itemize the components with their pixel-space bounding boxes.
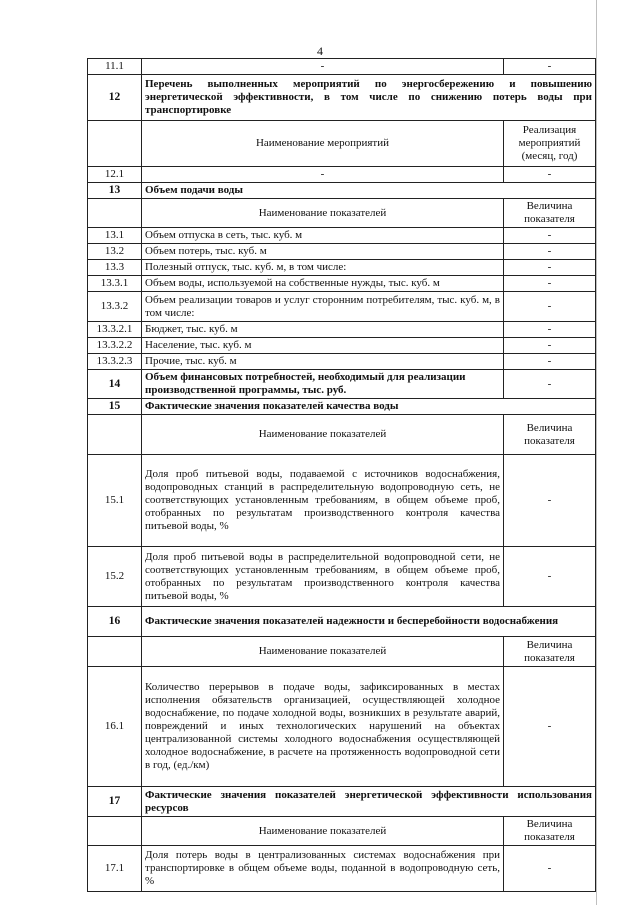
empty-cell — [88, 415, 142, 455]
page-number: 4 — [317, 44, 323, 58]
table-row-12-1 — [88, 167, 596, 183]
section-number: 15 — [88, 399, 142, 415]
column-header-value: Величина показателя — [504, 199, 596, 228]
column-header-name: Наименование показателей — [142, 199, 504, 228]
column-header-value: Величина показателя — [504, 637, 596, 667]
section-title: Объем финансовых потребностей, необходимый для реализации производственной программы, тыс. руб. — [142, 370, 504, 399]
empty-cell — [88, 637, 142, 667]
row-value: - — [504, 244, 596, 260]
row-number: 15.2 — [88, 547, 142, 607]
row-value: - — [504, 167, 596, 183]
row-value: - — [504, 228, 596, 244]
row-text: Доля проб питьевой воды в распределительной водопроводной сети, не соответствующих установленным требованиям, в общем объеме проб, отобранных по результатам производственного контроля качества питьевой воды, % — [142, 547, 504, 607]
table-row-11-1 — [88, 59, 596, 75]
row-text: Доля проб питьевой воды, подаваемой с источников водоснабжения, водопроводных станций в распределительную водопроводную сеть, не соответствующих установленным требованиям, в общем объеме проб, отобранных по результатам производственного контроля качества питьевой воды, % — [142, 455, 504, 547]
column-header-row-17 — [88, 817, 596, 846]
scan-edge-line — [596, 0, 597, 905]
row-text: Количество перерывов в подаче воды, зафиксированных в местах исполнения обязательств организацией, осуществляющей холодное водоснабжение, по подаче холодной воды, возникших в результате аварий, повреждений и иных технологических нарушений на объектах централизованной системы холодного водоснабжения осуществляющей холодное водоснабжение, в расчете на протяженность водопроводной сети в год, (ед./км) — [142, 667, 504, 787]
section-title: Объем подачи воды — [142, 183, 596, 199]
section-row-16 — [88, 607, 596, 637]
row-text: Доля потерь воды в централизованных системах водоснабжения при транспортировке в общем объеме воды, поданной в водопроводную сеть, % — [142, 846, 504, 892]
table-row-13-3 — [88, 260, 596, 276]
empty-cell — [88, 121, 142, 167]
row-value: - — [504, 322, 596, 338]
row-number: 13.3.2.2 — [88, 338, 142, 354]
section-row-15 — [88, 399, 596, 415]
column-header-row-12 — [88, 121, 596, 167]
row-number: 13.3.2.1 — [88, 322, 142, 338]
table-row-13-2 — [88, 244, 596, 260]
table-row-17-1 — [88, 846, 596, 892]
section-number: 17 — [88, 787, 142, 817]
row-value: - — [504, 59, 596, 75]
table-row-16-1 — [88, 667, 596, 787]
section-row-13 — [88, 183, 596, 199]
column-header-row-16 — [88, 637, 596, 667]
row-text: Население, тыс. куб. м — [142, 338, 504, 354]
row-text: - — [142, 59, 504, 75]
row-number: 12.1 — [88, 167, 142, 183]
row-value: - — [504, 455, 596, 547]
row-number: 11.1 — [88, 59, 142, 75]
column-header-name: Наименование мероприятий — [142, 121, 504, 167]
table-row-13-3-2-3 — [88, 354, 596, 370]
row-value: - — [504, 354, 596, 370]
empty-cell — [88, 199, 142, 228]
section-title: Перечень выполненных мероприятий по энергосбережению и повышению энергетической эффективности, в том числе по снижению потерь воды при транспортировке — [142, 75, 596, 121]
section-number: 14 — [88, 370, 142, 399]
row-value: - — [504, 846, 596, 892]
row-text: Объем отпуска в сеть, тыс. куб. м — [142, 228, 504, 244]
row-text: Объем потерь, тыс. куб. м — [142, 244, 504, 260]
row-number: 15.1 — [88, 455, 142, 547]
row-value: - — [504, 370, 596, 399]
section-title: Фактические значения показателей надежности и бесперебойности водоснабжения — [142, 607, 596, 637]
row-value: - — [504, 276, 596, 292]
row-number: 13.1 — [88, 228, 142, 244]
section-title: Фактические значения показателей качества воды — [142, 399, 596, 415]
row-number: 17.1 — [88, 846, 142, 892]
table-row-13-3-2-1 — [88, 322, 596, 338]
row-number: 13.3.2.3 — [88, 354, 142, 370]
section-row-12 — [88, 75, 596, 121]
row-text: Объем воды, используемой на собственные нужды, тыс. куб. м — [142, 276, 504, 292]
column-header-value: Реализация мероприятий (месяц, год) — [504, 121, 596, 167]
table-row-13-3-1 — [88, 276, 596, 292]
section-number: 13 — [88, 183, 142, 199]
row-number: 16.1 — [88, 667, 142, 787]
table-row-13-3-2-2 — [88, 338, 596, 354]
table-row-15-1 — [88, 455, 596, 547]
section-number: 12 — [88, 75, 142, 121]
section-row-17 — [88, 787, 596, 817]
program-table — [87, 58, 596, 892]
row-text: - — [142, 167, 504, 183]
column-header-row-15 — [88, 415, 596, 455]
column-header-value: Величина показателя — [504, 415, 596, 455]
column-header-name: Наименование показателей — [142, 415, 504, 455]
table-row-13-3-2 — [88, 292, 596, 322]
column-header-name: Наименование показателей — [142, 817, 504, 846]
row-text: Полезный отпуск, тыс. куб. м, в том числе: — [142, 260, 504, 276]
row-number: 13.2 — [88, 244, 142, 260]
column-header-value: Величина показателя — [504, 817, 596, 846]
row-number: 13.3.2 — [88, 292, 142, 322]
row-number: 13.3 — [88, 260, 142, 276]
row-value: - — [504, 338, 596, 354]
row-text: Прочие, тыс. куб. м — [142, 354, 504, 370]
row-number: 13.3.1 — [88, 276, 142, 292]
table-row-15-2 — [88, 547, 596, 607]
column-header-row-13 — [88, 199, 596, 228]
row-text: Объем реализации товаров и услуг сторонним потребителям, тыс. куб. м, в том числе: — [142, 292, 504, 322]
empty-cell — [88, 817, 142, 846]
table-row-13-1 — [88, 228, 596, 244]
section-row-14 — [88, 370, 596, 399]
column-header-name: Наименование показателей — [142, 637, 504, 667]
section-title: Фактические значения показателей энергетической эффективности использования ресурсов — [142, 787, 596, 817]
row-value: - — [504, 667, 596, 787]
section-number: 16 — [88, 607, 142, 637]
row-value: - — [504, 292, 596, 322]
row-value: - — [504, 260, 596, 276]
row-text: Бюджет, тыс. куб. м — [142, 322, 504, 338]
row-value: - — [504, 547, 596, 607]
